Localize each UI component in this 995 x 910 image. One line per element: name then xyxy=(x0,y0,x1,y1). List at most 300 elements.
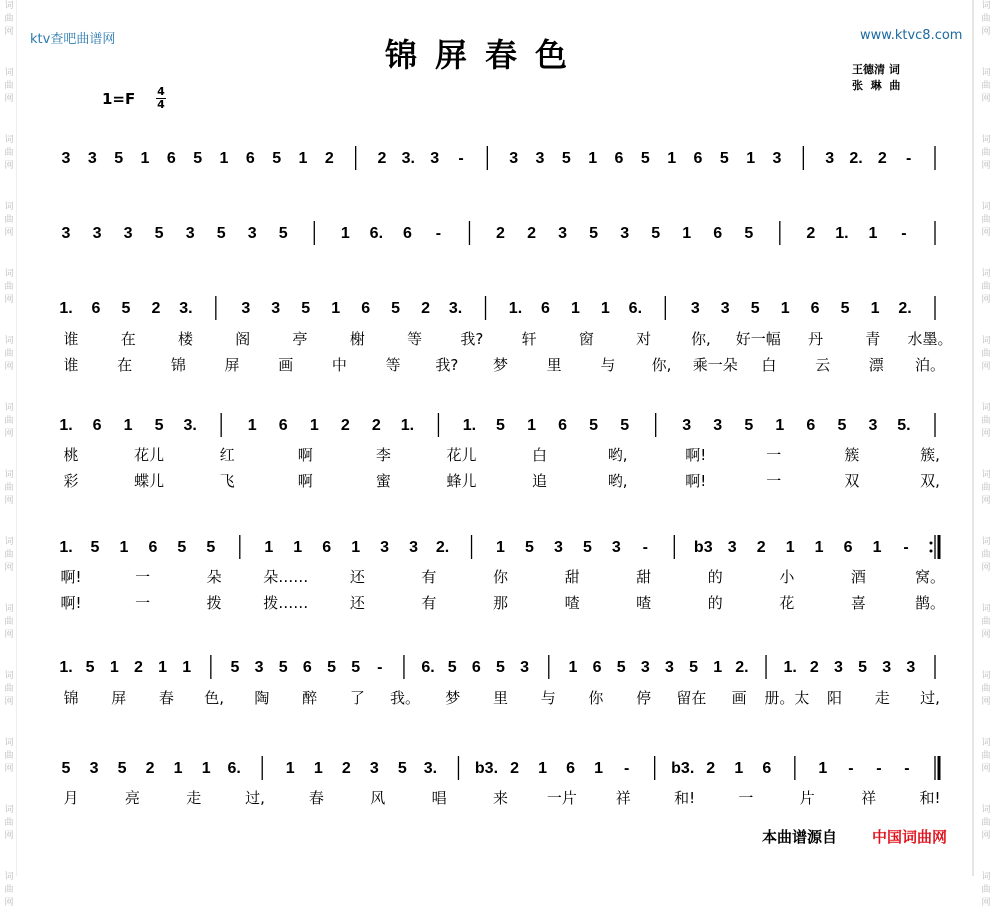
lyric-syllable: 唱 xyxy=(431,789,447,807)
lyric-syllable: 喳 xyxy=(636,594,652,612)
lyric-syllable: 小 xyxy=(779,568,795,586)
note: b3. xyxy=(474,760,499,777)
note: 1 xyxy=(568,659,578,676)
lyric-syllable: 有 xyxy=(421,594,437,612)
note: 6 xyxy=(558,417,568,434)
note: 3 xyxy=(772,150,782,167)
note: 1 xyxy=(594,760,604,777)
note: 1 xyxy=(780,300,790,317)
note: 3 xyxy=(558,225,568,242)
note: 5 xyxy=(272,150,282,167)
note: 1 xyxy=(298,150,308,167)
note: 5 xyxy=(616,659,626,676)
note: 5 xyxy=(719,150,729,167)
site-name-left[interactable]: ktv查吧曲谱网 xyxy=(30,32,116,47)
lyric-syllable: 蜜 xyxy=(375,472,391,490)
note: 2. xyxy=(849,150,863,167)
lyric-syllable: 云 xyxy=(815,356,831,374)
note: 6 xyxy=(402,225,412,242)
note: 6 xyxy=(806,417,816,434)
lyric-syllable: 喜 xyxy=(850,594,866,612)
note: 2 xyxy=(510,760,519,777)
note: 1 xyxy=(682,225,692,242)
note: 5 xyxy=(858,659,868,676)
lyric-syllable: 漂 xyxy=(868,356,884,374)
note: 3 xyxy=(123,225,133,242)
lyric-syllable: 好一幅 xyxy=(735,330,781,348)
lyric-syllable: 窗 xyxy=(578,330,594,348)
note: 5 xyxy=(301,300,311,317)
lyric-syllable: 簇, xyxy=(920,446,940,464)
note: 3 xyxy=(241,300,251,317)
note: 2 xyxy=(877,150,887,167)
note: 6 xyxy=(540,300,550,317)
note: 5 xyxy=(206,539,216,556)
lyric-syllable: 彩 xyxy=(63,472,79,490)
note: 5 xyxy=(154,225,164,242)
lyric-syllable: 拨 xyxy=(206,594,222,612)
lyric-syllable: 甜 xyxy=(636,568,652,586)
note: 5 xyxy=(230,659,240,676)
lyric-syllable: 甜 xyxy=(564,568,580,586)
lyric-syllable: 风 xyxy=(370,789,386,807)
note: 3 xyxy=(833,659,843,676)
note: 2. xyxy=(435,539,450,556)
note: 6. xyxy=(421,659,435,676)
note: 1 xyxy=(775,417,785,434)
note: 1 xyxy=(119,539,129,556)
note: 1 xyxy=(496,539,505,556)
lyric-syllable: 醉 xyxy=(302,689,318,707)
lyric-syllable: 在 xyxy=(120,330,136,348)
note: 6 xyxy=(713,225,723,242)
lyric-syllable: 李 xyxy=(375,446,391,464)
lyric-syllable: 与 xyxy=(540,689,556,707)
note: 3 xyxy=(380,539,390,556)
note: 2 xyxy=(527,225,536,242)
note: 5 xyxy=(391,300,401,317)
note: 6 xyxy=(91,300,101,317)
lyric-syllable: 那 xyxy=(492,594,509,612)
note: 1. xyxy=(835,225,849,242)
note: 5 xyxy=(496,417,505,434)
note: 3 xyxy=(254,659,264,676)
note: 5 xyxy=(689,659,699,676)
note: 1 xyxy=(872,539,882,556)
note: 6 xyxy=(245,150,255,167)
lyric-syllable: 中 xyxy=(331,356,347,374)
lyric-syllable: 和! xyxy=(919,789,941,807)
lyric-syllable: 祥 xyxy=(861,789,877,807)
lyric-syllable: 簇 xyxy=(844,446,860,464)
lyric-syllable: 阁 xyxy=(235,330,251,348)
note: 6 xyxy=(278,417,288,434)
note: 3 xyxy=(620,225,630,242)
note: 1 xyxy=(527,417,536,434)
note: 6 xyxy=(693,150,703,167)
note: 3 xyxy=(409,539,419,556)
note: 3 xyxy=(690,300,700,317)
lyric-syllable: 朵 xyxy=(206,568,222,586)
note: 5 xyxy=(750,300,760,317)
lyric-syllable: 你 xyxy=(588,689,604,707)
lyric-syllable: 双 xyxy=(844,472,860,490)
watermark-text: 词 曲 网 xyxy=(4,403,14,439)
note: 1 xyxy=(201,760,211,777)
lyric-syllable: 哟, xyxy=(607,446,628,464)
note: 2. xyxy=(735,659,749,676)
lyric-syllable: 亮 xyxy=(124,789,140,807)
lyric-syllable: 我。 xyxy=(390,689,421,707)
note: 2 xyxy=(496,225,505,242)
note: 2 xyxy=(133,659,143,676)
lyric-syllable: 榭 xyxy=(349,330,365,348)
lyric-syllable: 啊! xyxy=(60,594,82,612)
lyric-syllable: 一 xyxy=(135,568,151,586)
watermark-text: 词 曲 网 xyxy=(981,269,991,305)
note: 1 xyxy=(264,539,274,556)
note: 2 xyxy=(377,150,387,167)
lyric-syllable: 等 xyxy=(407,330,423,348)
key-signature: 1=F xyxy=(102,90,136,108)
lyric-syllable: 屏 xyxy=(224,356,240,374)
sustain-dash: - xyxy=(623,760,630,777)
note: 6 xyxy=(322,539,332,556)
lyric-syllable: 飞 xyxy=(219,472,235,490)
score-row xyxy=(62,146,935,170)
lyric-syllable: 里 xyxy=(546,356,562,374)
score-row xyxy=(59,413,940,490)
note: 1. xyxy=(59,539,73,556)
lyric-syllable: 屏 xyxy=(111,689,127,707)
note: 6. xyxy=(227,760,241,777)
lyric-syllable: 楼 xyxy=(178,330,194,348)
note: 2 xyxy=(806,225,816,242)
lyric-syllable: 追 xyxy=(532,472,548,490)
note: 2 xyxy=(341,760,351,777)
watermark-text: 词 曲 网 xyxy=(981,537,991,573)
lyric-syllable: 里 xyxy=(492,689,509,707)
note: 5 xyxy=(216,225,226,242)
lyric-syllable: 梦 xyxy=(492,356,509,374)
note: 2 xyxy=(340,417,350,434)
lyric-syllable: 白 xyxy=(532,446,548,464)
lyric-syllable: 的 xyxy=(707,568,723,586)
note: 3. xyxy=(179,300,193,317)
note: 6 xyxy=(92,417,102,434)
score-row xyxy=(59,296,952,374)
note: 6 xyxy=(302,659,312,676)
note: 3 xyxy=(509,150,519,167)
watermark-text: 词 曲 网 xyxy=(4,68,14,104)
note: 3. xyxy=(423,760,438,777)
lyric-syllable: 一 xyxy=(766,446,782,464)
score-row xyxy=(62,221,935,245)
sustain-dash: - xyxy=(903,539,909,556)
watermark-text: 词 曲 网 xyxy=(4,537,14,573)
lyricist: 王德清 词 xyxy=(852,63,900,76)
note: 5 xyxy=(651,225,661,242)
lyric-syllable: 锦 xyxy=(170,356,186,374)
watermark-text: 词 曲 网 xyxy=(4,135,14,171)
note: 1 xyxy=(285,760,295,777)
note: 1 xyxy=(247,417,257,434)
note: 1 xyxy=(158,659,168,676)
lyric-syllable: 你 xyxy=(492,568,509,586)
note: 3 xyxy=(611,539,621,556)
note: 1 xyxy=(140,150,150,167)
watermark-text: 词 曲 网 xyxy=(4,1,14,37)
lyric-syllable: 一 xyxy=(135,594,151,612)
lyric-syllable: 蜂儿 xyxy=(446,472,477,490)
score-row xyxy=(62,756,941,807)
note: 6 xyxy=(614,150,624,167)
lyric-syllable: 水墨。 xyxy=(907,330,953,348)
note: 5 xyxy=(582,539,592,556)
lyric-syllable: 梦 xyxy=(445,689,461,707)
note: 3 xyxy=(882,659,892,676)
note: 3 xyxy=(906,659,916,676)
note: 5 xyxy=(447,659,457,676)
note: 5 xyxy=(561,150,571,167)
note: 1. xyxy=(59,417,73,434)
note: 1 xyxy=(588,150,598,167)
note: 3 xyxy=(553,539,563,556)
site-url-right[interactable]: www.ktvc8.com xyxy=(860,28,963,43)
score-row xyxy=(59,535,945,612)
note: 3 xyxy=(868,417,878,434)
sustain-dash: - xyxy=(904,760,910,777)
note: 2 xyxy=(371,417,381,434)
sustain-dash: - xyxy=(435,225,442,242)
lyric-syllable: 过, xyxy=(920,689,940,707)
note: 6. xyxy=(369,225,384,242)
watermark-text: 词 曲 网 xyxy=(4,671,14,707)
note: 3 xyxy=(727,539,737,556)
note: 1. xyxy=(783,659,797,676)
note: 6 xyxy=(148,539,158,556)
note: 5 xyxy=(744,417,754,434)
note: 3 xyxy=(185,225,195,242)
lyric-syllable: 花 xyxy=(779,594,795,612)
lyric-syllable: 册。太 xyxy=(764,689,810,707)
watermark-text: 词 曲 网 xyxy=(4,738,14,774)
note: 5 xyxy=(177,539,187,556)
note: 5 xyxy=(620,417,630,434)
note: 1. xyxy=(59,659,73,676)
note: 3 xyxy=(665,659,674,676)
meter-bottom: 4 xyxy=(157,98,165,111)
composer: 张 琳 曲 xyxy=(852,79,901,92)
note: 5 xyxy=(85,659,95,676)
note: b3 xyxy=(693,539,713,556)
lyric-syllable: 喳 xyxy=(564,594,580,612)
lyric-syllable: 画 xyxy=(731,689,747,707)
sustain-dash: - xyxy=(458,150,464,167)
watermark-text: 词 曲 网 xyxy=(981,202,991,238)
note: 1 xyxy=(109,659,119,676)
note: 1 xyxy=(814,539,824,556)
note: 2 xyxy=(706,760,716,777)
note: 1. xyxy=(59,300,73,317)
note: 5 xyxy=(193,150,203,167)
note: b3. xyxy=(671,760,695,777)
note: 5 xyxy=(525,539,534,556)
lyric-syllable: 谁 xyxy=(63,356,79,374)
lyric-syllable: 我? xyxy=(460,330,484,348)
note: 5 xyxy=(640,150,650,167)
note: 5 xyxy=(840,300,850,317)
lyric-syllable: 在 xyxy=(117,356,133,374)
watermark-text: 词 曲 网 xyxy=(981,470,991,506)
lyric-syllable: 双, xyxy=(920,472,940,490)
lyric-syllable: 来 xyxy=(492,789,509,807)
lyric-syllable: 停 xyxy=(636,689,652,707)
note: 3 xyxy=(247,225,257,242)
note: 5 xyxy=(278,659,288,676)
note: 3 xyxy=(825,150,835,167)
note: 3. xyxy=(448,300,463,317)
source-brand-link[interactable]: 中国词曲网 xyxy=(872,828,948,846)
watermark-text: 词 曲 网 xyxy=(981,738,991,774)
note: 6 xyxy=(361,300,371,317)
watermark-text: 词 曲 网 xyxy=(4,872,14,908)
note: 5 xyxy=(496,659,505,676)
lyric-syllable: 丹 xyxy=(807,330,823,348)
lyric-syllable: 阳 xyxy=(827,689,843,707)
lyric-syllable: 一片 xyxy=(546,789,577,807)
note: 2 xyxy=(151,300,161,317)
note: 3 xyxy=(92,225,102,242)
note: 2 xyxy=(145,760,155,777)
note: 6 xyxy=(566,760,576,777)
lyric-syllable: 月 xyxy=(63,789,79,807)
sustain-dash: - xyxy=(848,760,854,777)
note: 2 xyxy=(809,659,819,676)
note: 1 xyxy=(123,417,133,434)
lyric-syllable: 鹊。 xyxy=(914,594,946,612)
note: 3. xyxy=(401,150,416,167)
note: 3 xyxy=(640,659,650,676)
lyric-syllable: 花儿 xyxy=(446,446,477,464)
note: 6 xyxy=(592,659,602,676)
watermark-text: 词 曲 网 xyxy=(4,604,14,640)
lyric-syllable: 春 xyxy=(158,689,174,707)
lyric-syllable: 啊 xyxy=(297,446,313,464)
lyric-syllable: 等 xyxy=(385,356,401,374)
sustain-dash: - xyxy=(906,150,912,167)
note: 1. xyxy=(462,417,477,434)
song-title: 锦屏春色 xyxy=(385,36,586,74)
note: 1 xyxy=(746,150,756,167)
note: 1 xyxy=(785,539,795,556)
lyric-syllable: 色, xyxy=(204,689,225,707)
note: 1 xyxy=(309,417,319,434)
note: 1 xyxy=(818,760,828,777)
lyric-syllable: 过, xyxy=(245,789,265,807)
watermark-text: 词 曲 网 xyxy=(981,805,991,841)
note: 3 xyxy=(369,760,379,777)
note: 5 xyxy=(589,417,599,434)
lyric-syllable: 花儿 xyxy=(134,446,165,464)
sustain-dash: - xyxy=(901,225,907,242)
lyric-syllable: 啊! xyxy=(685,472,707,490)
repeat-dot xyxy=(930,542,933,545)
sustain-dash: - xyxy=(642,539,648,556)
lyric-syllable: 桃 xyxy=(63,446,79,464)
lyric-syllable: 白 xyxy=(761,356,777,374)
lyric-syllable: 红 xyxy=(219,446,235,464)
note: 1 xyxy=(667,150,677,167)
note: 1 xyxy=(219,150,229,167)
watermark-text: 词 曲 网 xyxy=(981,68,991,104)
note: 1 xyxy=(713,659,723,676)
lyric-syllable: 锦 xyxy=(63,689,79,707)
note: 3 xyxy=(61,225,71,242)
note: 1 xyxy=(340,225,350,242)
sustain-dash: - xyxy=(876,760,882,777)
lyric-syllable: 青 xyxy=(865,330,881,348)
meter-top: 4 xyxy=(157,85,165,98)
lyric-syllable: 与 xyxy=(600,356,616,374)
note: 3. xyxy=(183,417,197,434)
note: 1 xyxy=(600,300,610,317)
lyric-syllable: 泊。 xyxy=(914,356,946,374)
watermark-text: 词 曲 网 xyxy=(4,336,14,372)
note: 3 xyxy=(720,300,730,317)
lyric-syllable: 蝶儿 xyxy=(134,472,165,490)
note: 5 xyxy=(351,659,361,676)
lyric-syllable: 亭 xyxy=(292,330,308,348)
watermark-text: 词 曲 网 xyxy=(981,403,991,439)
note: 1 xyxy=(868,225,878,242)
note: 2 xyxy=(421,300,431,317)
watermark-text: 词 曲 网 xyxy=(4,269,14,305)
lyric-syllable: 春 xyxy=(308,789,324,807)
lyric-syllable: 一 xyxy=(766,472,782,490)
watermark-text: 词 曲 网 xyxy=(981,671,991,707)
lyric-syllable: 你, xyxy=(691,330,711,348)
lyric-syllable: 窝。 xyxy=(914,568,946,586)
lyric-syllable: 对 xyxy=(636,330,652,348)
watermark-text: 词 曲 网 xyxy=(981,1,991,37)
note: 5 xyxy=(90,539,100,556)
note: 5 xyxy=(278,225,288,242)
watermark-text: 词 曲 网 xyxy=(981,135,991,171)
lyric-syllable: 了 xyxy=(349,689,365,707)
note: 6 xyxy=(810,300,820,317)
sustain-dash: - xyxy=(377,659,383,676)
note: 5 xyxy=(114,150,124,167)
lyric-syllable: 乘一朵 xyxy=(692,356,738,374)
note: 1 xyxy=(313,760,323,777)
watermark-text: 词 曲 网 xyxy=(4,202,14,238)
lyric-syllable: 片 xyxy=(799,789,815,807)
watermark-text: 词 曲 网 xyxy=(981,604,991,640)
note: 3 xyxy=(713,417,723,434)
watermark-text: 词 曲 网 xyxy=(4,470,14,506)
note: 3 xyxy=(89,760,99,777)
note: 6 xyxy=(762,760,772,777)
note: 5 xyxy=(327,659,336,676)
lyric-syllable: 一 xyxy=(738,789,754,807)
note: 3 xyxy=(535,150,545,167)
lyric-syllable: 酒 xyxy=(850,568,866,586)
note: 1 xyxy=(734,760,744,777)
note: 6 xyxy=(471,659,481,676)
lyric-syllable: 祥 xyxy=(615,789,631,807)
note: 3 xyxy=(87,150,97,167)
